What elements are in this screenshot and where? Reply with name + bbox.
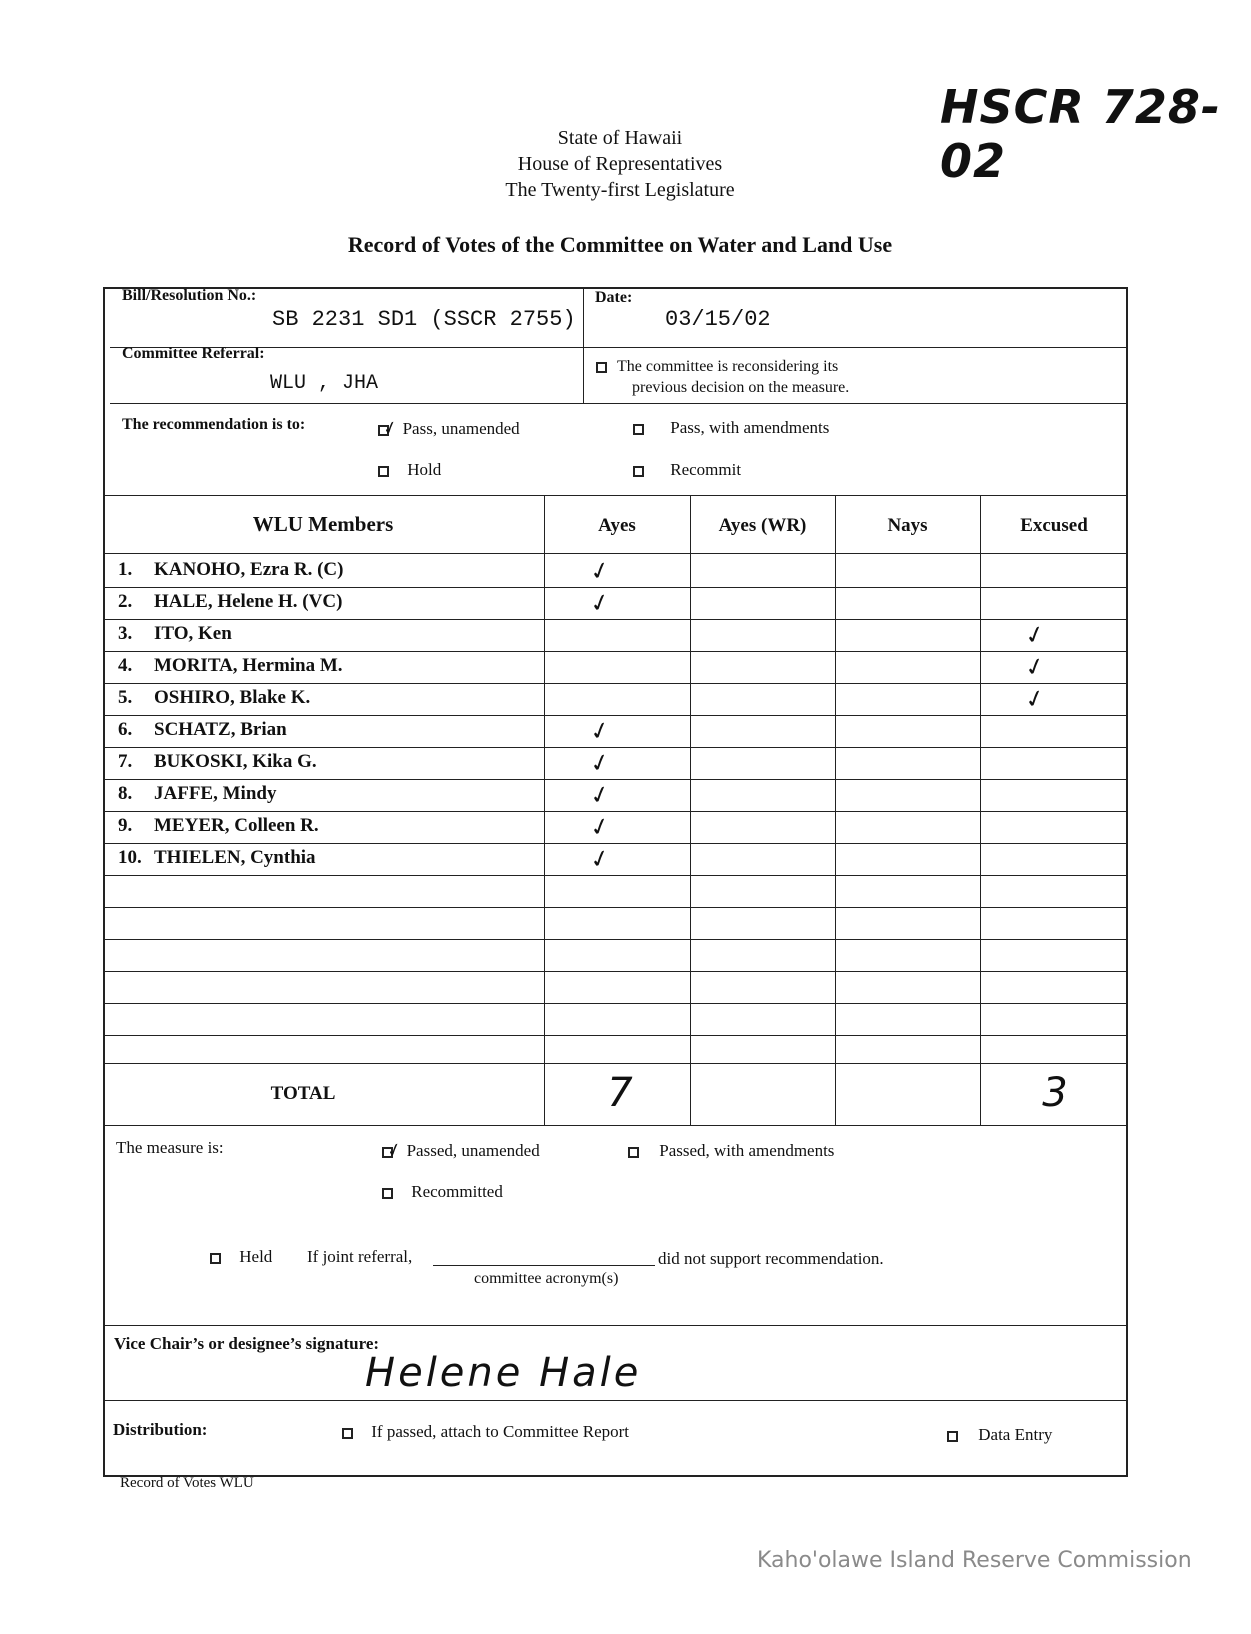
total-label: TOTAL [270,1083,336,1104]
member-number: 6. [118,719,133,740]
member-number: 9. [118,815,133,836]
measure-held-label: Held [239,1247,273,1266]
divider [110,403,1128,404]
check-mark-icon: ✓ [586,554,614,588]
date-label: Date: [595,289,633,306]
measure-recommitted-label: Recommitted [411,1182,503,1201]
measure-passed-unamended-label: Passed, unamended [406,1141,540,1160]
measure-recommitted[interactable] [382,1182,503,1202]
member-number: 1. [118,559,133,580]
rec-pass-unamended-label: Pass, unamended [402,419,520,438]
rec-hold[interactable] [378,460,441,480]
distribution-data-entry-checkbox[interactable] [947,1431,958,1442]
row-divider [103,779,1128,780]
member-number: 4. [118,655,133,676]
row-divider [103,651,1128,652]
page-title: Record of Votes of the Committee on Water and Land Use [347,232,893,257]
total-excused: 3 [1042,1070,1068,1116]
row-divider [103,1003,1128,1004]
check-mark-icon: ✓ [380,416,401,441]
signature[interactable]: Helene Hale [365,1350,642,1396]
recommendation-label: The recommendation is to: [122,416,306,433]
check-mark-icon: ✓ [1021,618,1049,652]
header-house: House of Representatives [517,153,723,175]
header-excused: Excused [1020,515,1088,536]
header-state: State of Hawaii [557,127,683,149]
measure-passed-amendments-label: Passed, with amendments [659,1141,835,1160]
check-mark-icon: ✓ [1021,650,1049,684]
header-block [420,125,820,203]
header-members: WLU Members [252,512,394,536]
measure-label: The measure is: [116,1138,224,1157]
reconsider-line2: previous decision on the measure. [632,379,850,396]
check-mark-icon: ✓ [384,1138,405,1163]
divider [980,495,981,1125]
distribution-data-entry[interactable] [947,1425,1052,1445]
member-name: ITO, Ken [154,623,232,644]
distribution-attach-label: If passed, attach to Committee Report [371,1422,630,1441]
rec-recommit-checkbox[interactable] [633,466,644,477]
bill-value: SB 2231 SD1 (SSCR 2755) [272,307,576,332]
divider [103,1063,1128,1064]
check-mark-icon: ✓ [586,746,614,780]
reconsider-option[interactable] [596,356,849,398]
watermark: Kaho'olawe Island Reserve Commission [757,1548,1192,1573]
row-divider [103,587,1128,588]
measure-recommitted-checkbox[interactable] [382,1188,393,1199]
check-mark-icon: ✓ [586,810,614,844]
distribution-attach-checkbox[interactable] [342,1428,353,1439]
header-ayes: Ayes [598,515,636,536]
rec-pass-amendments-label: Pass, with amendments [670,418,830,437]
member-name: JAFFE, Mindy [154,783,277,804]
form-frame [103,287,1128,1477]
row-divider [103,715,1128,716]
header-nays: Nays [887,515,928,536]
rec-recommit-label: Recommit [670,460,742,479]
row-divider [103,811,1128,812]
header-legislature: The Twenty-first Legislature [505,179,735,201]
acronym-label: committee acronym(s) [474,1270,619,1287]
date-value: 03/15/02 [665,307,771,332]
measure-passed-amendments[interactable] [628,1141,834,1161]
member-number: 5. [118,687,133,708]
divider [544,495,545,1125]
rec-pass-amendments[interactable] [633,418,829,438]
footer-text: Record of Votes WLU [120,1475,254,1491]
row-divider [103,619,1128,620]
check-mark-icon: ✓ [586,586,614,620]
row-divider [103,971,1128,972]
member-name: BUKOSKI, Kika G. [154,751,317,772]
member-number: 3. [118,623,133,644]
rec-hold-label: Hold [407,460,442,479]
member-number: 8. [118,783,133,804]
row-divider [103,843,1128,844]
bill-label: Bill/Resolution No.: [122,287,257,304]
member-name: KANOHO, Ezra R. (C) [154,559,344,580]
member-number: 2. [118,591,133,612]
reconsider-line1: The committee is reconsidering its [617,358,839,375]
referral-value: WLU , JHA [270,372,379,395]
document-code: HSCR 728-02 [940,80,1221,188]
distribution-label: Distribution: [113,1420,208,1439]
total-ayes: 7 [607,1070,633,1116]
header-ayes-wr: Ayes (WR) [718,515,807,536]
member-number: 10. [118,847,142,868]
divider [103,495,1128,496]
member-name: MORITA, Hermina M. [154,655,343,676]
joint-referral-field[interactable] [433,1265,655,1266]
row-divider [103,907,1128,908]
divider [103,553,1128,554]
rec-pass-amendments-checkbox[interactable] [633,424,644,435]
signature-label: Vice Chair’s or designee’s signature: [114,1334,380,1353]
divider [103,1400,1128,1401]
row-divider [103,747,1128,748]
member-name: THIELEN, Cynthia [154,847,316,868]
did-not-support-text: did not support recommendation. [658,1249,884,1268]
row-divider [103,683,1128,684]
measure-passed-amendments-checkbox[interactable] [628,1147,639,1158]
divider [835,495,836,1125]
check-mark-icon: ✓ [586,714,614,748]
referral-label: Committee Referral: [122,345,265,362]
joint-referral-text: If joint referral, [307,1247,413,1266]
divider [690,495,691,1125]
check-mark-icon: ✓ [586,778,614,812]
member-number: 7. [118,751,133,772]
distribution-data-entry-label: Data Entry [978,1425,1053,1444]
measure-passed-unamended[interactable] [382,1140,540,1161]
check-mark-icon: ✓ [1021,682,1049,716]
divider [103,1325,1128,1326]
row-divider [103,939,1128,940]
member-name: MEYER, Colleen R. [154,815,319,836]
distribution-attach[interactable] [342,1422,629,1442]
member-name: HALE, Helene H. (VC) [154,591,343,612]
rec-hold-checkbox[interactable] [378,466,389,477]
member-name: OSHIRO, Blake K. [154,687,311,708]
member-name: SCHATZ, Brian [154,719,287,740]
divider [583,287,584,403]
row-divider [103,875,1128,876]
check-mark-icon: ✓ [586,842,614,876]
rec-pass-unamended[interactable] [378,418,520,439]
rec-recommit[interactable] [633,460,741,480]
measure-held[interactable] [210,1247,272,1267]
divider [103,1125,1128,1126]
row-divider [103,1035,1128,1036]
measure-held-checkbox[interactable] [210,1253,221,1264]
reconsider-checkbox[interactable] [596,362,607,373]
